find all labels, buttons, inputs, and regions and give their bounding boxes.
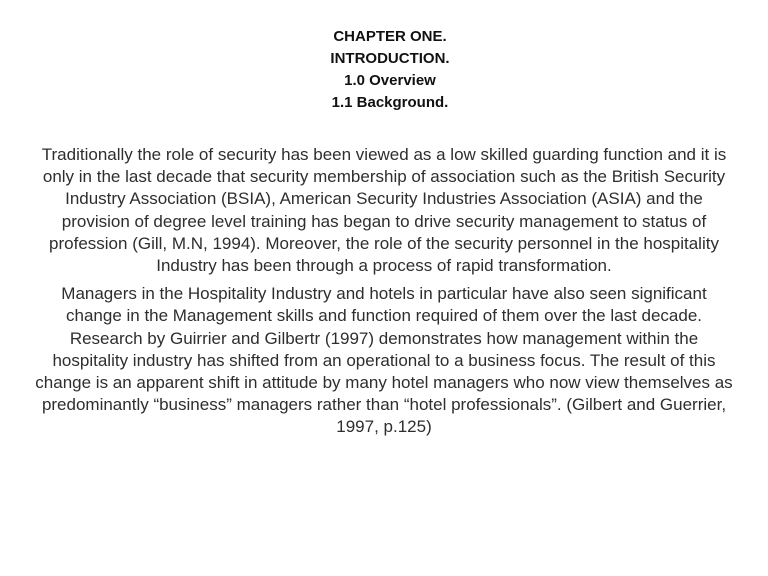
background-heading: 1.1 Background. [331,94,449,111]
chapter-title: CHAPTER ONE. [333,28,447,45]
overview-heading: 1.0 Overview [344,72,436,89]
introduction-title: INTRODUCTION. [330,50,450,67]
body-text [34,144,734,445]
paragraph-hotel-managers: Managers in the Hospitality Industry and hotels in particular have also seen significant change in the Management skills and function required of them over the last decade. Research by Guirrier and Gilbertr (1997) demonstrates how management within the hospitality industry has shifted from an operational to a business focus. The result of this change is an apparent shift in attitude by many hotel managers who now view themselves as predominantly “business” managers rather than “hotel professionals”. (Gilbert and Guerrier, 1997, p.125) [35,284,733,437]
chapter-heading [290,26,490,114]
paragraph-security-role: Traditionally the role of security has been viewed as a low skilled guarding function and it is only in the last decade that security membership of association such as the British Security Industry Association (BSIA), American Security Industries Association (ASIA) and the provision of degree level training has began to drive security management to status of profession (Gill, M.N, 1994). Moreover, the role of the security personnel in the hospitality Industry has been through a process of rapid transformation. [41,145,727,276]
